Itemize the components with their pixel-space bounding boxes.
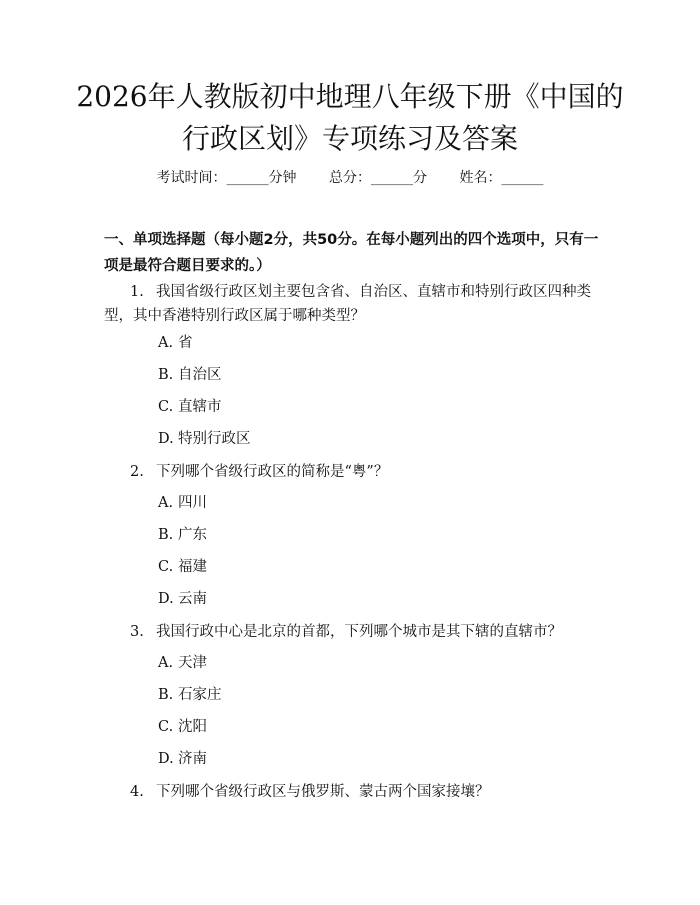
option-text: 石家庄 — [178, 687, 222, 703]
option-text: 沈阳 — [178, 719, 207, 735]
option-2d — [158, 589, 207, 609]
option-2c — [158, 557, 207, 577]
option-text: 省 — [178, 335, 193, 351]
option-letter: A. — [158, 655, 174, 671]
option-3b — [158, 685, 222, 705]
student-name: 姓名：______ — [459, 170, 544, 186]
question-number: 1. — [130, 284, 144, 300]
question-1 — [104, 280, 602, 328]
option-text: 四川 — [178, 495, 207, 511]
option-2a — [158, 493, 207, 513]
exam-meta — [0, 168, 700, 188]
question-text: 下列哪个省级行政区与俄罗斯、蒙古两个国家接壤？ — [156, 784, 490, 800]
question-text: 我国省级行政区划主要包含省、自治区、直辖市和特别行政区四种类型，其中香港特别行政区属于哪种类型？ — [104, 284, 591, 324]
option-letter: D. — [158, 751, 174, 767]
option-1a — [158, 333, 193, 353]
option-letter: C. — [158, 559, 174, 575]
option-text: 特别行政区 — [178, 431, 251, 447]
question-text: 下列哪个省级行政区的简称是“粤”？ — [156, 464, 389, 480]
exam-time: 考试时间：______分钟 — [156, 170, 297, 186]
option-1d — [158, 429, 251, 449]
option-text: 济南 — [178, 751, 207, 767]
option-text: 云南 — [178, 591, 207, 607]
question-2 — [104, 460, 602, 484]
title-line-1: 2026年人教版初中地理八年级下册《中国的 — [76, 80, 624, 113]
option-text: 福建 — [178, 559, 207, 575]
option-letter: D. — [158, 431, 174, 447]
option-1b — [158, 365, 222, 385]
question-3 — [104, 620, 602, 644]
option-2b — [158, 525, 207, 545]
exam-score: 总分：______分 — [329, 170, 427, 186]
option-text: 自治区 — [178, 367, 222, 383]
option-3c — [158, 717, 207, 737]
option-letter: B. — [158, 367, 174, 383]
section-heading: 一、单项选择题（每小题2分，共50分。在每小题列出的四个选项中，只有一项是最符合题目要求的。） — [104, 232, 599, 274]
option-letter: B. — [158, 527, 174, 543]
option-text: 广东 — [178, 527, 207, 543]
option-3a — [158, 653, 207, 673]
option-letter: B. — [158, 687, 174, 703]
option-text: 天津 — [178, 655, 207, 671]
document-title — [0, 76, 700, 160]
option-text: 直辖市 — [178, 399, 222, 415]
option-1c — [158, 397, 222, 417]
option-letter: A. — [158, 335, 174, 351]
question-number: 3. — [130, 624, 144, 640]
option-letter: A. — [158, 495, 174, 511]
title-line-2: 行政区划》专项练习及答案 — [181, 122, 518, 155]
option-letter: D. — [158, 591, 174, 607]
option-letter: C. — [158, 719, 174, 735]
option-3d — [158, 749, 207, 769]
option-letter: C. — [158, 399, 174, 415]
question-number: 2. — [130, 464, 144, 480]
question-text: 我国行政中心是北京的首都，下列哪个城市是其下辖的直辖市？ — [156, 624, 562, 640]
question-number: 4. — [130, 784, 144, 800]
question-4 — [104, 780, 602, 804]
